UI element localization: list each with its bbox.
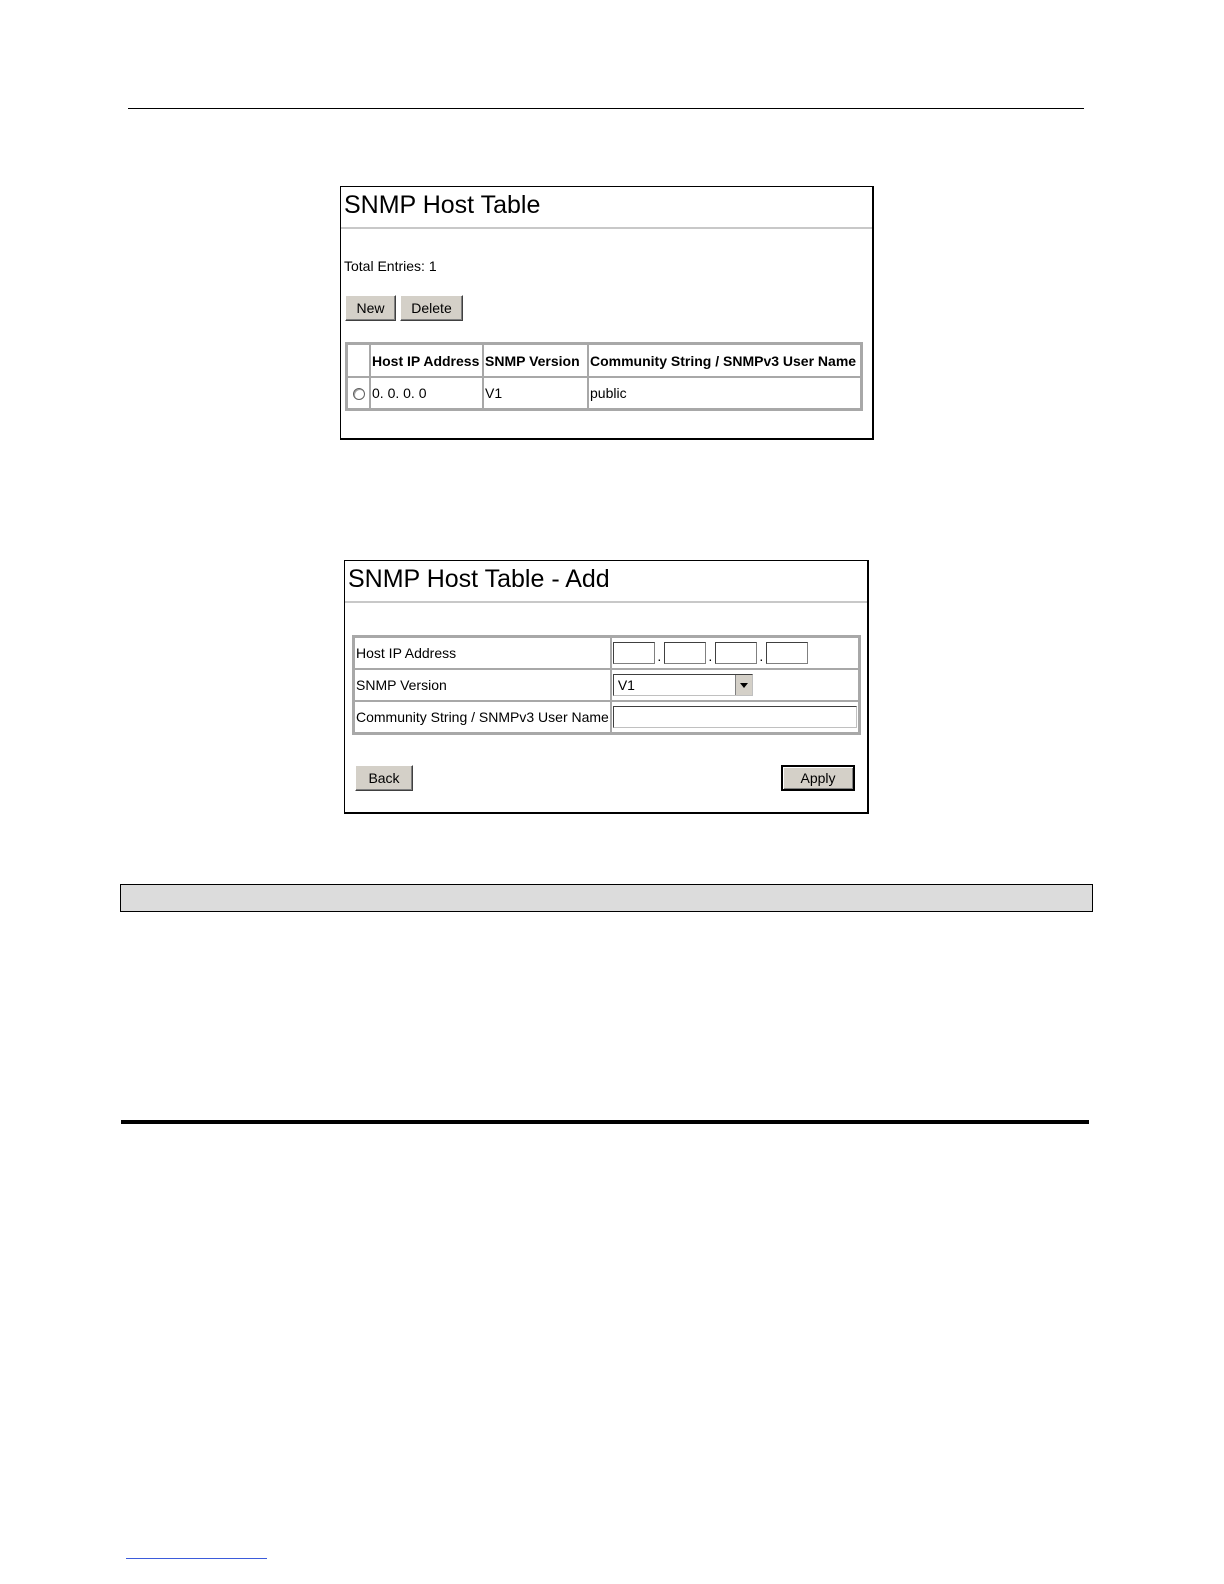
column-header-host-ip: Host IP Address (370, 344, 483, 377)
chevron-down-icon[interactable] (735, 675, 752, 695)
snmp-host-table-panel (340, 186, 874, 440)
delete-button[interactable]: Delete (400, 295, 463, 321)
row-select-radio[interactable] (353, 388, 365, 400)
cell-community-string: public (588, 377, 861, 409)
ip-separator: . (708, 648, 713, 664)
snmp-version-select[interactable] (613, 674, 753, 696)
panel-title: SNMP Host Table (341, 187, 872, 229)
page-header-rule (128, 108, 1084, 109)
snmp-version-cell (611, 669, 859, 701)
column-header-snmp-version: SNMP Version (483, 344, 588, 377)
snmp-version-label: SNMP Version (354, 669, 611, 701)
form-row-snmp-version (354, 669, 859, 701)
back-button[interactable]: Back (355, 765, 413, 791)
panel-title: SNMP Host Table - Add (345, 561, 867, 603)
apply-button[interactable]: Apply (781, 765, 855, 791)
form-row-host-ip (354, 637, 859, 669)
host-table (345, 342, 863, 411)
table-row (347, 377, 861, 409)
cell-snmp-version: V1 (483, 377, 588, 409)
snmp-version-selected: V1 (617, 677, 635, 693)
ip-octet-2-input[interactable] (664, 642, 706, 664)
new-button[interactable]: New (345, 295, 396, 321)
section-divider (121, 1120, 1089, 1124)
form-row-community-string (354, 701, 859, 733)
host-ip-inputs (611, 637, 859, 669)
row-select-cell (347, 377, 370, 409)
ip-octet-4-input[interactable] (766, 642, 808, 664)
table-header-bar (120, 884, 1093, 912)
community-string-label: Community String / SNMPv3 User Name (354, 701, 611, 733)
community-string-input[interactable] (613, 706, 857, 728)
ip-octet-1-input[interactable] (613, 642, 655, 664)
community-string-cell (611, 701, 859, 733)
select-column-header (347, 344, 370, 377)
ip-octet-3-input[interactable] (715, 642, 757, 664)
ip-separator: . (759, 648, 764, 664)
total-entries: Total Entries: 1 (344, 258, 437, 274)
column-header-community-string: Community String / SNMPv3 User Name (588, 344, 861, 377)
table-header-row (347, 344, 861, 377)
cell-host-ip: 0. 0. 0. 0 (370, 377, 483, 409)
snmp-host-add-panel (344, 560, 869, 814)
ip-separator: . (657, 648, 662, 664)
host-ip-label: Host IP Address (354, 637, 611, 669)
host-add-form (352, 635, 861, 735)
footnote-rule (126, 1558, 267, 1559)
